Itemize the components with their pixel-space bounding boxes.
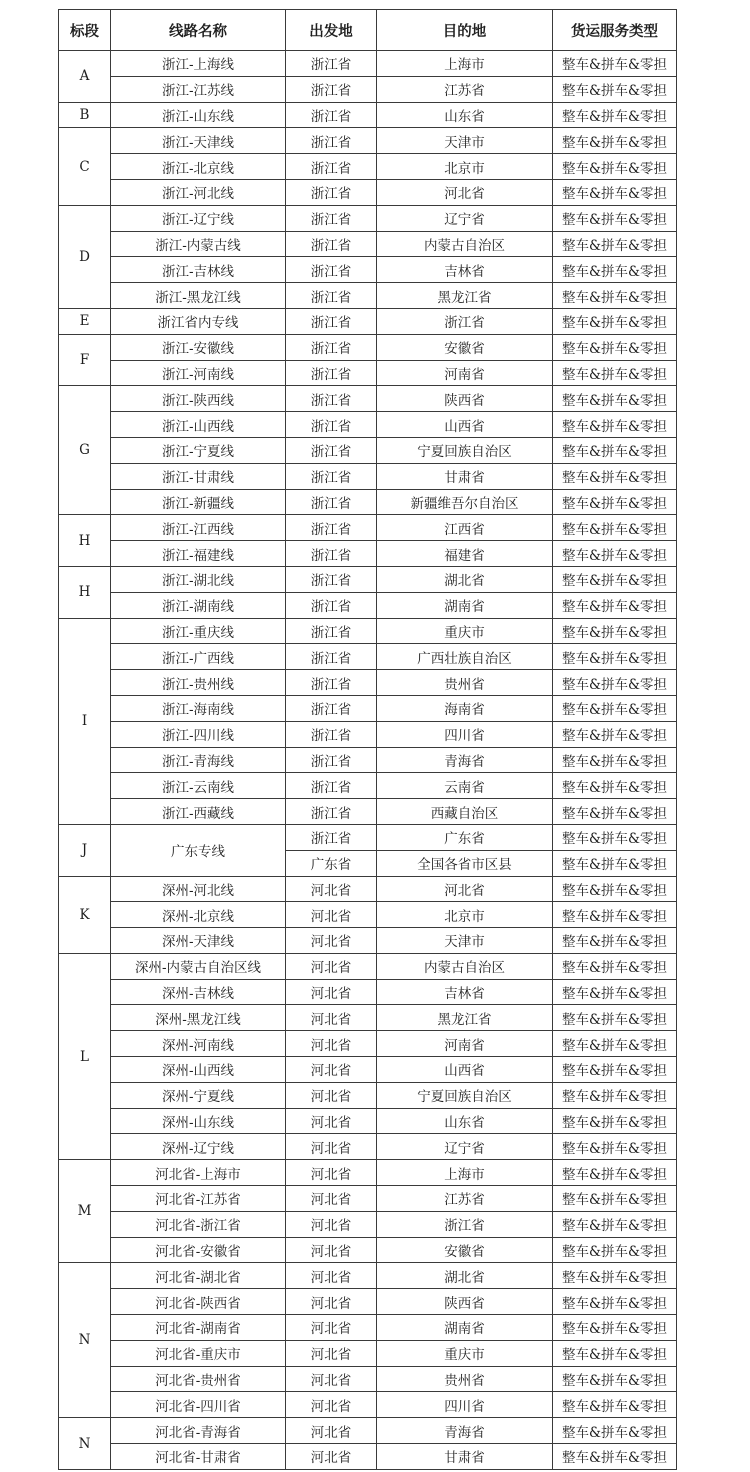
destination-cell: 天津市 xyxy=(377,928,553,954)
destination-cell: 云南省 xyxy=(377,773,553,799)
origin-cell: 浙江省 xyxy=(286,489,377,515)
service-type-cell: 整车&拼车&零担 xyxy=(553,850,677,876)
destination-cell: 甘肃省 xyxy=(377,463,553,489)
service-type-cell: 整车&拼车&零担 xyxy=(553,1392,677,1418)
service-type-cell: 整车&拼车&零担 xyxy=(553,1237,677,1263)
origin-cell: 河北省 xyxy=(286,1289,377,1315)
service-type-cell: 整车&拼车&零担 xyxy=(553,283,677,309)
table-row xyxy=(59,1108,677,1134)
service-type-cell: 整车&拼车&零担 xyxy=(553,76,677,102)
service-type-cell: 整车&拼车&零担 xyxy=(553,1315,677,1341)
origin-cell: 浙江省 xyxy=(286,102,377,128)
segment-cell: F xyxy=(59,334,111,386)
service-type-cell: 整车&拼车&零担 xyxy=(553,360,677,386)
destination-cell: 宁夏回族自治区 xyxy=(377,1082,553,1108)
route-name-cell: 河北省-安徽省 xyxy=(111,1237,286,1263)
table-row xyxy=(59,1057,677,1083)
route-name-cell: 浙江-辽宁线 xyxy=(111,205,286,231)
destination-cell: 青海省 xyxy=(377,747,553,773)
destination-cell: 湖南省 xyxy=(377,592,553,618)
service-type-cell: 整车&拼车&零担 xyxy=(553,1263,677,1289)
route-name-cell: 深州-宁夏线 xyxy=(111,1082,286,1108)
segment-cell: L xyxy=(59,953,111,1159)
table-row xyxy=(59,824,677,850)
origin-cell: 河北省 xyxy=(286,1186,377,1212)
table-row xyxy=(59,541,677,567)
segment-cell: I xyxy=(59,618,111,824)
table-row xyxy=(59,953,677,979)
origin-cell: 河北省 xyxy=(286,1108,377,1134)
service-type-cell: 整车&拼车&零担 xyxy=(553,953,677,979)
destination-cell: 山西省 xyxy=(377,412,553,438)
destination-cell: 海南省 xyxy=(377,695,553,721)
service-type-cell: 整车&拼车&零担 xyxy=(553,231,677,257)
service-type-cell: 整车&拼车&零担 xyxy=(553,1211,677,1237)
origin-cell: 浙江省 xyxy=(286,670,377,696)
origin-cell: 浙江省 xyxy=(286,644,377,670)
destination-cell: 浙江省 xyxy=(377,308,553,334)
service-type-cell: 整车&拼车&零担 xyxy=(553,308,677,334)
destination-cell: 上海市 xyxy=(377,51,553,77)
destination-cell: 安徽省 xyxy=(377,334,553,360)
route-name-cell: 深州-河北线 xyxy=(111,876,286,902)
route-name-cell: 浙江-北京线 xyxy=(111,154,286,180)
route-name-cell: 河北省-上海市 xyxy=(111,1160,286,1186)
table-row xyxy=(59,979,677,1005)
service-type-cell: 整车&拼车&零担 xyxy=(553,1289,677,1315)
route-name-cell: 浙江省内专线 xyxy=(111,308,286,334)
destination-cell: 山东省 xyxy=(377,102,553,128)
destination-cell: 陕西省 xyxy=(377,1289,553,1315)
route-name-cell: 河北省-江苏省 xyxy=(111,1186,286,1212)
service-type-cell: 整车&拼车&零担 xyxy=(553,257,677,283)
segment-cell: H xyxy=(59,566,111,618)
table-row xyxy=(59,618,677,644)
service-type-cell: 整车&拼车&零担 xyxy=(553,1057,677,1083)
table-row xyxy=(59,928,677,954)
service-type-cell: 整车&拼车&零担 xyxy=(553,128,677,154)
service-type-cell: 整车&拼车&零担 xyxy=(553,799,677,825)
route-name-cell: 浙江-新疆线 xyxy=(111,489,286,515)
service-type-cell: 整车&拼车&零担 xyxy=(553,1444,677,1470)
route-name-cell: 浙江-湖北线 xyxy=(111,566,286,592)
service-type-cell: 整车&拼车&零担 xyxy=(553,592,677,618)
origin-cell: 浙江省 xyxy=(286,515,377,541)
table-row xyxy=(59,1005,677,1031)
origin-cell: 浙江省 xyxy=(286,51,377,77)
table-row xyxy=(59,695,677,721)
route-name-cell: 深州-山东线 xyxy=(111,1108,286,1134)
table-row xyxy=(59,1031,677,1057)
destination-cell: 陕西省 xyxy=(377,386,553,412)
segment-cell: A xyxy=(59,51,111,103)
table-row xyxy=(59,592,677,618)
table-row xyxy=(59,566,677,592)
route-name-cell: 浙江-安徽线 xyxy=(111,334,286,360)
table-row xyxy=(59,76,677,102)
service-type-cell: 整车&拼车&零担 xyxy=(553,386,677,412)
route-name-cell: 浙江-重庆线 xyxy=(111,618,286,644)
route-name-cell: 浙江-四川线 xyxy=(111,721,286,747)
table-row xyxy=(59,1392,677,1418)
origin-cell: 河北省 xyxy=(286,928,377,954)
table-row xyxy=(59,644,677,670)
table-row xyxy=(59,154,677,180)
route-name-cell: 浙江-上海线 xyxy=(111,51,286,77)
route-name-cell: 浙江-山西线 xyxy=(111,412,286,438)
destination-cell: 河南省 xyxy=(377,360,553,386)
route-name-cell: 浙江-江西线 xyxy=(111,515,286,541)
origin-cell: 浙江省 xyxy=(286,824,377,850)
segment-cell: C xyxy=(59,128,111,205)
service-type-cell: 整车&拼车&零担 xyxy=(553,670,677,696)
service-type-cell: 整车&拼车&零担 xyxy=(553,1340,677,1366)
service-type-cell: 整车&拼车&零担 xyxy=(553,979,677,1005)
origin-cell: 河北省 xyxy=(286,1005,377,1031)
route-name-cell: 浙江-江苏线 xyxy=(111,76,286,102)
destination-cell: 内蒙古自治区 xyxy=(377,953,553,979)
segment-cell: M xyxy=(59,1160,111,1263)
origin-cell: 浙江省 xyxy=(286,773,377,799)
destination-cell: 吉林省 xyxy=(377,979,553,1005)
origin-cell: 河北省 xyxy=(286,876,377,902)
table-row xyxy=(59,773,677,799)
route-name-cell: 浙江-福建线 xyxy=(111,541,286,567)
origin-cell: 浙江省 xyxy=(286,308,377,334)
header-service-type: 货运服务类型 xyxy=(553,10,677,51)
origin-cell: 浙江省 xyxy=(286,360,377,386)
destination-cell: 湖北省 xyxy=(377,1263,553,1289)
origin-cell: 浙江省 xyxy=(286,386,377,412)
destination-cell: 北京市 xyxy=(377,154,553,180)
table-body xyxy=(59,51,677,1470)
service-type-cell: 整车&拼车&零担 xyxy=(553,437,677,463)
route-name-cell: 浙江-湖南线 xyxy=(111,592,286,618)
destination-cell: 黑龙江省 xyxy=(377,1005,553,1031)
service-type-cell: 整车&拼车&零担 xyxy=(553,644,677,670)
origin-cell: 河北省 xyxy=(286,902,377,928)
destination-cell: 湖南省 xyxy=(377,1315,553,1341)
service-type-cell: 整车&拼车&零担 xyxy=(553,154,677,180)
service-type-cell: 整车&拼车&零担 xyxy=(553,541,677,567)
service-type-cell: 整车&拼车&零担 xyxy=(553,824,677,850)
destination-cell: 甘肃省 xyxy=(377,1444,553,1470)
table-row xyxy=(59,1082,677,1108)
table-row xyxy=(59,876,677,902)
table-row xyxy=(59,51,677,77)
route-name-cell: 河北省-湖南省 xyxy=(111,1315,286,1341)
origin-cell: 河北省 xyxy=(286,1315,377,1341)
destination-cell: 湖北省 xyxy=(377,566,553,592)
destination-cell: 辽宁省 xyxy=(377,205,553,231)
table-row xyxy=(59,231,677,257)
route-name-cell: 浙江-河北线 xyxy=(111,179,286,205)
table-row xyxy=(59,1366,677,1392)
destination-cell: 全国各省市区县 xyxy=(377,850,553,876)
origin-cell: 浙江省 xyxy=(286,412,377,438)
service-type-cell: 整车&拼车&零担 xyxy=(553,773,677,799)
route-name-cell: 浙江-海南线 xyxy=(111,695,286,721)
service-type-cell: 整车&拼车&零担 xyxy=(553,102,677,128)
segment-cell: N xyxy=(59,1263,111,1418)
segment-cell: G xyxy=(59,386,111,515)
destination-cell: 安徽省 xyxy=(377,1237,553,1263)
segment-cell: N xyxy=(59,1418,111,1470)
table-row xyxy=(59,412,677,438)
destination-cell: 山东省 xyxy=(377,1108,553,1134)
origin-cell: 河北省 xyxy=(286,1134,377,1160)
table-row xyxy=(59,1160,677,1186)
origin-cell: 河北省 xyxy=(286,979,377,1005)
service-type-cell: 整车&拼车&零担 xyxy=(553,747,677,773)
origin-cell: 河北省 xyxy=(286,1263,377,1289)
route-name-cell: 浙江-内蒙古线 xyxy=(111,231,286,257)
origin-cell: 浙江省 xyxy=(286,334,377,360)
route-name-cell: 浙江-甘肃线 xyxy=(111,463,286,489)
origin-cell: 浙江省 xyxy=(286,437,377,463)
table-row xyxy=(59,463,677,489)
route-name-cell: 浙江-云南线 xyxy=(111,773,286,799)
origin-cell: 河北省 xyxy=(286,1057,377,1083)
origin-cell: 浙江省 xyxy=(286,799,377,825)
table-row xyxy=(59,1186,677,1212)
table-row xyxy=(59,1315,677,1341)
origin-cell: 浙江省 xyxy=(286,257,377,283)
table-row xyxy=(59,360,677,386)
route-name-cell: 河北省-青海省 xyxy=(111,1418,286,1444)
table-row xyxy=(59,179,677,205)
service-type-cell: 整车&拼车&零担 xyxy=(553,515,677,541)
table-row xyxy=(59,308,677,334)
origin-cell: 浙江省 xyxy=(286,283,377,309)
table-row xyxy=(59,205,677,231)
destination-cell: 四川省 xyxy=(377,1392,553,1418)
destination-cell: 贵州省 xyxy=(377,1366,553,1392)
service-type-cell: 整车&拼车&零担 xyxy=(553,334,677,360)
route-name-cell: 深州-辽宁线 xyxy=(111,1134,286,1160)
route-name-cell: 深州-河南线 xyxy=(111,1031,286,1057)
table-row xyxy=(59,1211,677,1237)
route-name-cell: 浙江-天津线 xyxy=(111,128,286,154)
table-row xyxy=(59,102,677,128)
destination-cell: 贵州省 xyxy=(377,670,553,696)
route-name-cell: 浙江-西藏线 xyxy=(111,799,286,825)
service-type-cell: 整车&拼车&零担 xyxy=(553,928,677,954)
origin-cell: 河北省 xyxy=(286,1392,377,1418)
table-row xyxy=(59,515,677,541)
segment-cell: B xyxy=(59,102,111,128)
service-type-cell: 整车&拼车&零担 xyxy=(553,1082,677,1108)
service-type-cell: 整车&拼车&零担 xyxy=(553,489,677,515)
origin-cell: 浙江省 xyxy=(286,618,377,644)
table-row xyxy=(59,489,677,515)
table-row xyxy=(59,1340,677,1366)
table-row xyxy=(59,1444,677,1470)
service-type-cell: 整车&拼车&零担 xyxy=(553,179,677,205)
destination-cell: 青海省 xyxy=(377,1418,553,1444)
origin-cell: 浙江省 xyxy=(286,205,377,231)
table-row xyxy=(59,670,677,696)
route-name-cell: 广东专线 xyxy=(111,824,286,876)
destination-cell: 重庆市 xyxy=(377,1340,553,1366)
destination-cell: 江苏省 xyxy=(377,1186,553,1212)
route-name-cell: 深州-天津线 xyxy=(111,928,286,954)
route-name-cell: 浙江-山东线 xyxy=(111,102,286,128)
route-name-cell: 深州-吉林线 xyxy=(111,979,286,1005)
destination-cell: 天津市 xyxy=(377,128,553,154)
service-type-cell: 整车&拼车&零担 xyxy=(553,618,677,644)
table-row xyxy=(59,799,677,825)
segment-cell: D xyxy=(59,205,111,308)
origin-cell: 浙江省 xyxy=(286,566,377,592)
origin-cell: 浙江省 xyxy=(286,128,377,154)
route-name-cell: 浙江-河南线 xyxy=(111,360,286,386)
origin-cell: 浙江省 xyxy=(286,695,377,721)
table-row xyxy=(59,128,677,154)
origin-cell: 浙江省 xyxy=(286,592,377,618)
origin-cell: 河北省 xyxy=(286,1031,377,1057)
service-type-cell: 整车&拼车&零担 xyxy=(553,205,677,231)
destination-cell: 河北省 xyxy=(377,179,553,205)
destination-cell: 河北省 xyxy=(377,876,553,902)
table-row xyxy=(59,721,677,747)
table-row xyxy=(59,386,677,412)
table-row xyxy=(59,1237,677,1263)
service-type-cell: 整车&拼车&零担 xyxy=(553,463,677,489)
route-name-cell: 河北省-陕西省 xyxy=(111,1289,286,1315)
service-type-cell: 整车&拼车&零担 xyxy=(553,721,677,747)
destination-cell: 广东省 xyxy=(377,824,553,850)
service-type-cell: 整车&拼车&零担 xyxy=(553,1418,677,1444)
destination-cell: 北京市 xyxy=(377,902,553,928)
origin-cell: 河北省 xyxy=(286,1211,377,1237)
destination-cell: 辽宁省 xyxy=(377,1134,553,1160)
route-name-cell: 深州-北京线 xyxy=(111,902,286,928)
service-type-cell: 整车&拼车&零担 xyxy=(553,1108,677,1134)
service-type-cell: 整车&拼车&零担 xyxy=(553,1366,677,1392)
header-origin: 出发地 xyxy=(286,10,377,51)
table-row xyxy=(59,283,677,309)
route-name-cell: 河北省-重庆市 xyxy=(111,1340,286,1366)
origin-cell: 浙江省 xyxy=(286,541,377,567)
origin-cell: 河北省 xyxy=(286,1160,377,1186)
table-row xyxy=(59,437,677,463)
route-name-cell: 深州-黑龙江线 xyxy=(111,1005,286,1031)
origin-cell: 河北省 xyxy=(286,1237,377,1263)
destination-cell: 上海市 xyxy=(377,1160,553,1186)
destination-cell: 广西壮族自治区 xyxy=(377,644,553,670)
origin-cell: 河北省 xyxy=(286,1082,377,1108)
service-type-cell: 整车&拼车&零担 xyxy=(553,1134,677,1160)
service-type-cell: 整车&拼车&零担 xyxy=(553,1031,677,1057)
service-type-cell: 整车&拼车&零担 xyxy=(553,566,677,592)
destination-cell: 内蒙古自治区 xyxy=(377,231,553,257)
segment-cell: E xyxy=(59,308,111,334)
table-row xyxy=(59,1134,677,1160)
service-type-cell: 整车&拼车&零担 xyxy=(553,695,677,721)
route-name-cell: 河北省-甘肃省 xyxy=(111,1444,286,1470)
service-type-cell: 整车&拼车&零担 xyxy=(553,412,677,438)
route-name-cell: 浙江-贵州线 xyxy=(111,670,286,696)
destination-cell: 重庆市 xyxy=(377,618,553,644)
route-name-cell: 浙江-青海线 xyxy=(111,747,286,773)
route-name-cell: 浙江-吉林线 xyxy=(111,257,286,283)
route-name-cell: 浙江-黑龙江线 xyxy=(111,283,286,309)
origin-cell: 浙江省 xyxy=(286,747,377,773)
service-type-cell: 整车&拼车&零担 xyxy=(553,1160,677,1186)
destination-cell: 吉林省 xyxy=(377,257,553,283)
origin-cell: 河北省 xyxy=(286,1366,377,1392)
route-name-cell: 浙江-陕西线 xyxy=(111,386,286,412)
segment-cell: K xyxy=(59,876,111,953)
origin-cell: 浙江省 xyxy=(286,721,377,747)
service-type-cell: 整车&拼车&零担 xyxy=(553,1005,677,1031)
segment-cell: J xyxy=(59,824,111,876)
route-name-cell: 河北省-贵州省 xyxy=(111,1366,286,1392)
service-type-cell: 整车&拼车&零担 xyxy=(553,876,677,902)
destination-cell: 浙江省 xyxy=(377,1211,553,1237)
service-type-cell: 整车&拼车&零担 xyxy=(553,902,677,928)
destination-cell: 黑龙江省 xyxy=(377,283,553,309)
origin-cell: 河北省 xyxy=(286,1340,377,1366)
origin-cell: 广东省 xyxy=(286,850,377,876)
destination-cell: 江苏省 xyxy=(377,76,553,102)
header-segment: 标段 xyxy=(59,10,111,51)
destination-cell: 四川省 xyxy=(377,721,553,747)
table-row xyxy=(59,257,677,283)
service-type-cell: 整车&拼车&零担 xyxy=(553,51,677,77)
table-row xyxy=(59,902,677,928)
origin-cell: 河北省 xyxy=(286,1444,377,1470)
destination-cell: 西藏自治区 xyxy=(377,799,553,825)
route-name-cell: 深州-山西线 xyxy=(111,1057,286,1083)
freight-route-table xyxy=(58,9,677,1470)
origin-cell: 浙江省 xyxy=(286,179,377,205)
destination-cell: 新疆维吾尔自治区 xyxy=(377,489,553,515)
route-name-cell: 河北省-浙江省 xyxy=(111,1211,286,1237)
header-destination: 目的地 xyxy=(377,10,553,51)
destination-cell: 福建省 xyxy=(377,541,553,567)
destination-cell: 宁夏回族自治区 xyxy=(377,437,553,463)
destination-cell: 江西省 xyxy=(377,515,553,541)
origin-cell: 浙江省 xyxy=(286,154,377,180)
origin-cell: 浙江省 xyxy=(286,231,377,257)
table-header-row xyxy=(59,10,677,51)
destination-cell: 河南省 xyxy=(377,1031,553,1057)
table-row xyxy=(59,334,677,360)
origin-cell: 浙江省 xyxy=(286,76,377,102)
origin-cell: 浙江省 xyxy=(286,463,377,489)
route-name-cell: 浙江-广西线 xyxy=(111,644,286,670)
header-route-name: 线路名称 xyxy=(111,10,286,51)
route-name-cell: 浙江-宁夏线 xyxy=(111,437,286,463)
service-type-cell: 整车&拼车&零担 xyxy=(553,1186,677,1212)
table-row xyxy=(59,1418,677,1444)
table-row xyxy=(59,1289,677,1315)
origin-cell: 河北省 xyxy=(286,1418,377,1444)
route-name-cell: 河北省-湖北省 xyxy=(111,1263,286,1289)
destination-cell: 山西省 xyxy=(377,1057,553,1083)
route-name-cell: 深州-内蒙古自治区线 xyxy=(111,953,286,979)
table-row xyxy=(59,1263,677,1289)
segment-cell: H xyxy=(59,515,111,567)
route-name-cell: 河北省-四川省 xyxy=(111,1392,286,1418)
table-row xyxy=(59,747,677,773)
origin-cell: 河北省 xyxy=(286,953,377,979)
